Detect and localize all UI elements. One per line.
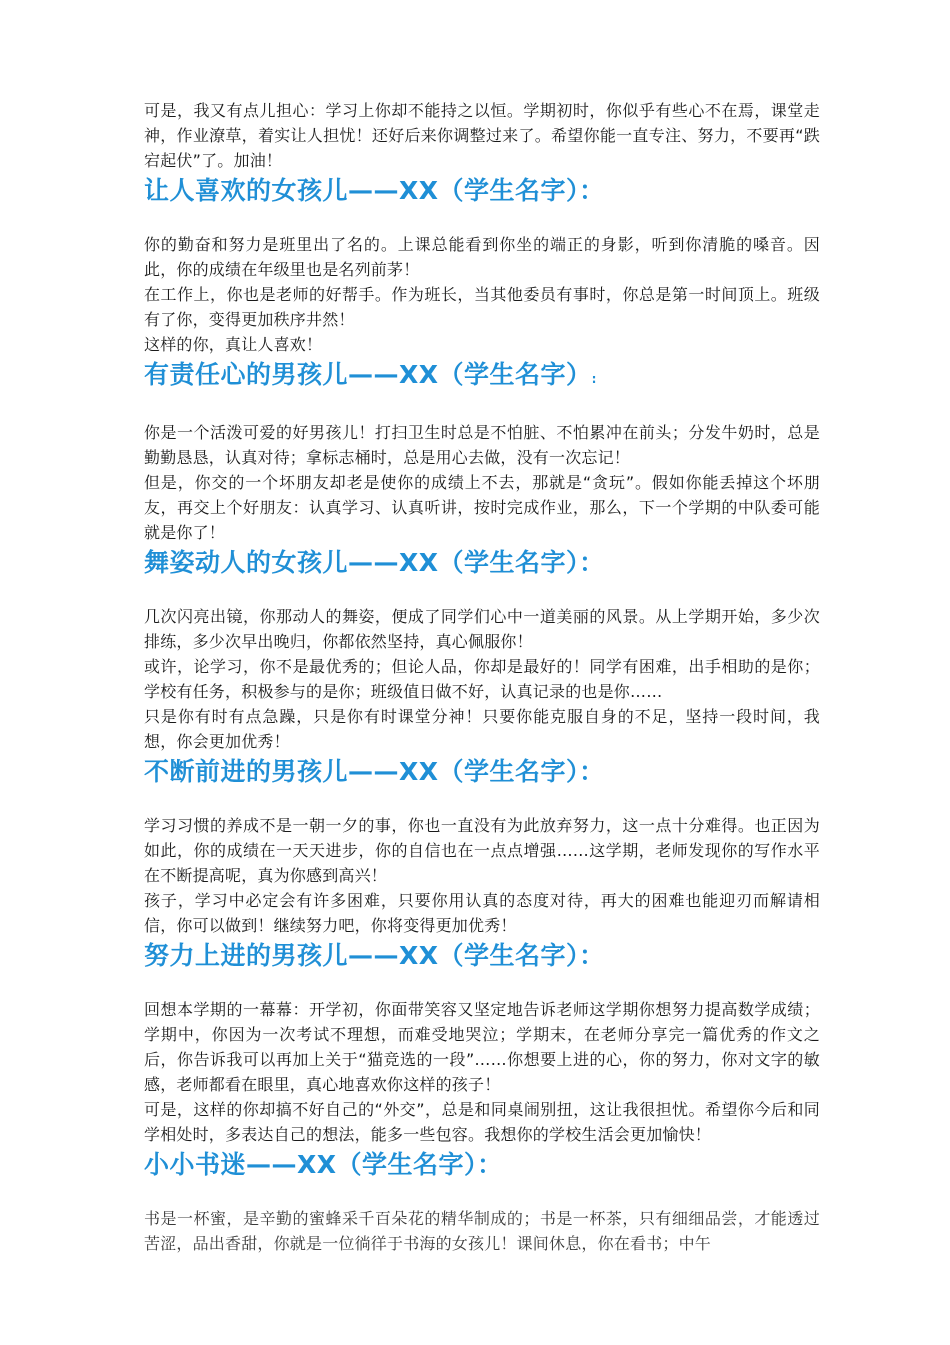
section-heading-colon: ： bbox=[579, 757, 605, 786]
section-heading bbox=[144, 545, 820, 581]
section-paragraph: 书是一杯蜜，是辛勤的蜜蜂采千百朵花的精华制成的；书是一杯茶，只有细细品尝，才能透过苦涩，品出香甜，你就是一位徜徉于书海的女孩儿！课间休息，你在看书；中午 bbox=[144, 1209, 820, 1253]
section-heading-colon: ： bbox=[477, 1150, 503, 1179]
section-3 bbox=[144, 545, 820, 754]
section-paragraph: 孩子，学习中必定会有许多困难，只要你用认真的态度对待，再大的困难也能迎刃而解请相信，你可以做到！继续努力吧，你将变得更加优秀！ bbox=[144, 891, 820, 935]
section-paragraph: 这样的你，真让人喜欢！ bbox=[144, 335, 323, 354]
section-heading bbox=[144, 754, 820, 790]
intro-paragraph: 可是，我又有点儿担心：学习上你却不能持之以恒。学期初时，你似乎有些心不在焉，课堂走神，作业潦草，着实让人担忧！还好后来你调整过来了。希望你能一直专注、努力，不要再“跌宕起伏”了。加油！ bbox=[144, 101, 820, 170]
section-paragraph: 只是你有时有点急躁，只是你有时课堂分神！只要你能克服自身的不足，坚持一段时间，我想，你会更加优秀！ bbox=[144, 707, 820, 751]
document-page bbox=[144, 98, 820, 1256]
section-heading-text: 小小书迷——XX（学生名字） bbox=[144, 1150, 478, 1179]
section-heading-colon: ： bbox=[579, 176, 605, 205]
section-heading bbox=[144, 938, 820, 974]
section-paragraph: 在工作上，你也是老师的好帮手。作为班长，当其他委员有事时，你总是第一时间顶上。班级有了你，变得更加秩序井然！ bbox=[144, 285, 820, 329]
section-paragraph: 你的勤奋和努力是班里出了名的。上课总能看到你坐的端正的身影，听到你清脆的嗓音。因此，你的成绩在年级里也是名列前茅！ bbox=[144, 235, 820, 279]
section-heading-text: 舞姿动人的女孩儿——XX（学生名字） bbox=[144, 548, 580, 577]
section-heading bbox=[144, 1147, 820, 1183]
intro-block bbox=[144, 98, 820, 173]
section-heading bbox=[144, 357, 820, 397]
section-6 bbox=[144, 1147, 820, 1256]
section-heading-text: 有责任心的男孩儿——XX（学生名字） bbox=[144, 360, 592, 389]
section-paragraph: 可是，这样的你却搞不好自己的“外交”，总是和同桌闹别扭，这让我很担忧。希望你今后和同学相处时，多表达自己的想法，能多一些包容。我想你的学校生活会更加愉快！ bbox=[144, 1100, 820, 1144]
section-paragraph: 你是一个活泼可爱的好男孩儿！打扫卫生时总是不怕脏、不怕累冲在前头；分发牛奶时，总是勤勤恳恳，认真对待；拿标志桶时，总是用心去做，没有一次忘记！ bbox=[144, 423, 820, 467]
section-heading-text: 努力上进的男孩儿——XX（学生名字） bbox=[144, 941, 580, 970]
section-1 bbox=[144, 173, 820, 357]
section-paragraph: 学习习惯的养成不是一朝一夕的事，你也一直没有为此放弃努力，这一点十分难得。也正因为如此，你的成绩在一天天进步，你的自信也在一点点增强……这学期，老师发现你的写作水平在不断提高呢，真为你感到高兴！ bbox=[144, 816, 820, 885]
section-paragraph: 回想本学期的一幕幕：开学初，你面带笑容又坚定地告诉老师这学期你想努力提高数学成绩；学期中，你因为一次考试不理想，而难受地哭泣；学期末，在老师分享完一篇优秀的作文之后，你告诉我可以再加上关于“猫竞选的一段”……你想要上进的心，你的努力，你对文字的敏感，老师都看在眼里，真心地喜欢你这样的孩子！ bbox=[144, 1000, 820, 1094]
section-paragraph: 但是，你交的一个坏朋友却老是使你的成绩上不去，那就是“贪玩”。假如你能丢掉这个坏朋友，再交上个好朋友：认真学习、认真听讲，按时完成作业，那么，下一个学期的中队委可能就是你了！ bbox=[144, 473, 820, 542]
section-heading-text: 不断前进的男孩儿——XX（学生名字） bbox=[144, 757, 580, 786]
section-heading-text: 让人喜欢的女孩儿——XX（学生名字） bbox=[144, 176, 580, 205]
section-paragraph: 几次闪亮出镜，你那动人的舞姿，便成了同学们心中一道美丽的风景。从上学期开始，多少次排练，多少次早出晚归，你都依然坚持，真心佩服你！ bbox=[144, 607, 820, 651]
section-paragraph: 或许，论学习，你不是最优秀的；但论人品，你却是最好的！同学有困难，出手相助的是你；学校有任务，积极参与的是你；班级值日做不好，认真记录的也是你…… bbox=[144, 657, 820, 701]
section-heading-colon: ： bbox=[579, 548, 605, 577]
section-2 bbox=[144, 357, 820, 545]
section-heading bbox=[144, 173, 820, 209]
section-heading-colon: : bbox=[591, 372, 597, 386]
section-heading-colon: ： bbox=[579, 941, 605, 970]
section-4 bbox=[144, 754, 820, 938]
section-5 bbox=[144, 938, 820, 1147]
